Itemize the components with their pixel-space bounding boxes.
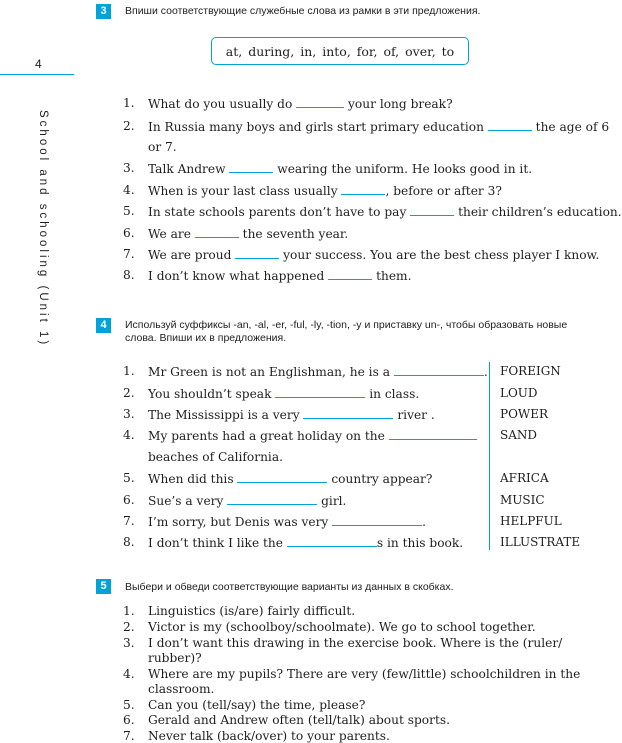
item-text: I’m sorry, but Denis was very . <box>148 515 427 529</box>
keyword: FOREIGN <box>500 364 561 378</box>
answer-blank[interactable] <box>303 407 393 419</box>
item-number: 4. <box>123 428 135 442</box>
item-text: The Mississippi is a very river . <box>148 408 435 422</box>
item-text: Linguistics (is/are) fairly difficult. <box>148 604 356 618</box>
answer-blank[interactable] <box>195 226 239 238</box>
page-number: 4 <box>35 57 42 71</box>
keyword: ILLUSTRATE <box>500 535 581 549</box>
item-text: Mr Green is not an Englishman, he is a . <box>148 365 488 379</box>
item-text: classroom. <box>148 682 215 696</box>
item-number: 7. <box>123 729 135 743</box>
item-number: 1. <box>123 604 135 618</box>
keyword: POWER <box>500 407 549 421</box>
item-number: 3. <box>123 161 135 175</box>
answer-blank[interactable] <box>389 428 477 440</box>
item-text: Talk Andrew wearing the uniform. He looks good in it. <box>148 162 533 176</box>
unit-title-vertical: School and schooling (Unit 1) <box>37 110 49 348</box>
answer-blank[interactable] <box>394 364 484 376</box>
item-text: beaches of California. <box>148 450 283 464</box>
item-text: Never talk (back/over) to your parents. <box>148 729 390 743</box>
item-text: We are proud your success. You are the best chess player I know. <box>148 248 600 262</box>
item-text: In Russia many boys and girls start primary education the age of 6 <box>148 120 610 134</box>
answer-blank[interactable] <box>227 493 317 505</box>
item-number: 6. <box>123 713 135 727</box>
keyword: HELPFUL <box>500 514 562 528</box>
answer-blank[interactable] <box>235 247 279 259</box>
answer-blank[interactable] <box>237 471 327 483</box>
item-number: 5. <box>123 204 135 218</box>
answer-blank[interactable] <box>332 514 422 526</box>
exercise-5-instruction: Выбери и обведи соответствующие варианты из данных в скобках. <box>125 581 454 593</box>
answer-blank[interactable] <box>410 204 454 216</box>
item-number: 7. <box>123 514 135 528</box>
item-number: 2. <box>123 620 135 634</box>
item-text: When did this country appear? <box>148 472 433 486</box>
item-number: 1. <box>123 364 135 378</box>
item-text: We are the seventh year. <box>148 227 349 241</box>
item-text: I don’t know what happened them. <box>148 269 412 283</box>
item-text: You shouldn’t speak in class. <box>148 387 420 401</box>
answer-blank[interactable] <box>275 386 365 398</box>
item-text: In state schools parents don’t have to pay their children’s education. <box>148 205 622 219</box>
item-number: 8. <box>123 535 135 549</box>
item-text: I don’t think I like the s in this book. <box>148 536 464 550</box>
item-number: 5. <box>123 471 135 485</box>
answer-blank[interactable] <box>341 183 385 195</box>
item-text: My parents had a great holiday on the <box>148 428 477 443</box>
exercise-3-badge: 3 <box>96 4 111 19</box>
answer-blank[interactable] <box>488 119 532 131</box>
answer-blank[interactable] <box>287 535 377 547</box>
margin-rule <box>0 74 74 75</box>
keyword: SAND <box>500 428 538 442</box>
item-text: rubber)? <box>148 651 202 665</box>
answer-blank[interactable] <box>328 268 372 280</box>
item-text: Sue’s a very girl. <box>148 494 347 508</box>
item-number: 6. <box>123 226 135 240</box>
exercise-4-instruction: Используй суффиксы -an, -al, -er, -ful, -ly, -tion, -y и приставку un-, чтобы образовать новые слова. Впиши их в предложения. <box>125 319 568 344</box>
item-number: 3. <box>123 407 135 421</box>
keyword: LOUD <box>500 386 538 400</box>
keyword-divider <box>489 362 490 550</box>
exercise-3-instruction: Впиши соответствующие служебные слова из рамки в эти предложения. <box>125 5 481 17</box>
exercise-5-badge: 5 <box>96 579 111 594</box>
word-box: at, during, in, into, for, of, over, to <box>211 37 469 65</box>
item-number: 3. <box>123 636 135 650</box>
exercise-4-badge: 4 <box>96 318 111 333</box>
item-text: Where are my pupils? There are very (few/little) schoolchildren in the <box>148 667 581 681</box>
keyword: MUSIC <box>500 493 545 507</box>
answer-blank[interactable] <box>296 96 344 108</box>
item-text: Can you (tell/say) the time, please? <box>148 698 366 712</box>
item-number: 8. <box>123 268 135 282</box>
answer-blank[interactable] <box>229 161 273 173</box>
item-number: 7. <box>123 247 135 261</box>
item-number: 1. <box>123 96 135 110</box>
item-text: or 7. <box>148 140 177 154</box>
item-text: I don’t want this drawing in the exercise book. Where is the (ruler/ <box>148 636 563 650</box>
item-number: 2. <box>123 386 135 400</box>
item-number: 4. <box>123 183 135 197</box>
item-number: 6. <box>123 493 135 507</box>
item-number: 5. <box>123 698 135 712</box>
item-number: 4. <box>123 667 135 681</box>
item-text: When is your last class usually , before or after 3? <box>148 184 502 198</box>
keyword: AFRICA <box>500 471 549 485</box>
item-number: 2. <box>123 119 135 133</box>
item-text: Victor is my (schoolboy/schoolmate). We go to school together. <box>148 620 536 634</box>
item-text: Gerald and Andrew often (tell/talk) about sports. <box>148 713 450 727</box>
item-text: What do you usually do your long break? <box>148 97 453 111</box>
